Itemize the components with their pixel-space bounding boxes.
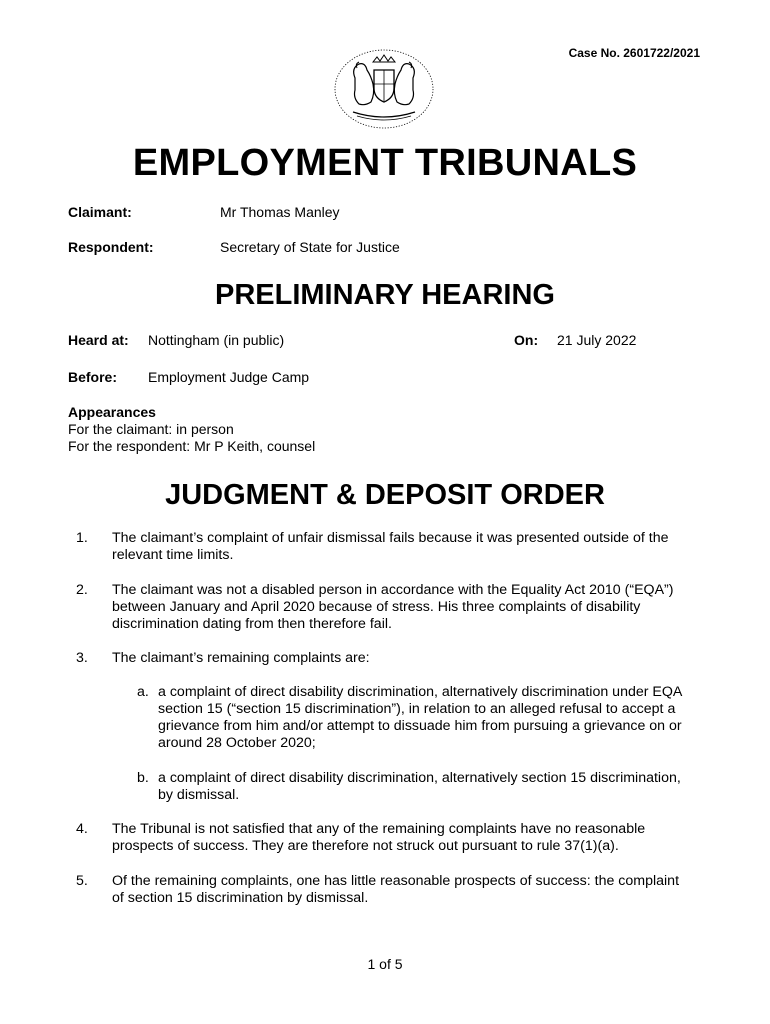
heard-at-value: Nottingham (in public) [148, 332, 285, 348]
page-title: EMPLOYMENT TRIBUNALS [132, 142, 638, 184]
paragraph-2 [68, 582, 698, 633]
claimant-label: Claimant: [68, 204, 132, 220]
appearance-respondent: For the respondent: Mr P Keith, counsel [68, 438, 316, 454]
paragraph-number: 3. [76, 650, 88, 666]
on-value: 21 July 2022 [557, 332, 637, 348]
appearances [68, 404, 315, 455]
appearances-heading: Appearances [68, 404, 156, 420]
paragraph-text: Of the remaining complaints, one has little reasonable prospects of success: the complaint of section 15 discrimination by dismissal. [112, 873, 680, 906]
paragraph-text: The Tribunal is not satisfied that any of the remaining complaints have no reasonable prospects of success. They are therefore not struck out pursuant to rule 37(1)(a). [112, 821, 646, 854]
subparagraph-b [137, 770, 697, 804]
paragraph-1 [68, 530, 698, 564]
subparagraph-a [137, 684, 697, 752]
paragraph-number: 4. [76, 821, 88, 837]
before-label: Before: [68, 369, 118, 385]
page-number: 1 of 5 [367, 956, 403, 972]
heard-at-label: Heard at: [68, 332, 129, 348]
paragraph-number: 1. [76, 530, 88, 546]
paragraph-number: 5. [76, 873, 88, 889]
claimant-name: Mr Thomas Manley [220, 204, 340, 220]
royal-coat-of-arms-icon [333, 48, 435, 130]
judgment-title: JUDGMENT & DEPOSIT ORDER [165, 479, 605, 511]
hearing-title: PRELIMINARY HEARING [215, 279, 555, 311]
paragraph-3 [68, 650, 698, 667]
respondent-name: Secretary of State for Justice [220, 239, 400, 255]
subparagraph-letter: a. [137, 684, 149, 700]
subparagraph-letter: b. [137, 770, 149, 786]
paragraph-4 [68, 821, 698, 855]
paragraph-text: The claimant was not a disabled person in accordance with the Equality Act 2010 (“EQA”) between January and April 2020 because of stress. His three complaints of disability discrimination dating from then therefore fail. [112, 582, 674, 632]
before-value: Employment Judge Camp [148, 369, 310, 385]
subparagraph-text: a complaint of direct disability discrimination, alternatively section 15 discrimination, by dismissal. [158, 770, 681, 803]
respondent-label: Respondent: [68, 239, 154, 255]
subparagraph-text: a complaint of direct disability discrimination, alternatively discrimination under EQA section 15 (“section 15 discrimination”), in relation to an alleged refusal to accept a grievance from him and/or attempt to dissuade him from pursuing a grievance on or around 28 October 2020; [158, 684, 682, 751]
appearance-claimant: For the claimant: in person [68, 421, 234, 437]
case-number: Case No. 2601722/2021 [568, 46, 700, 60]
paragraph-text: The claimant’s complaint of unfair dismissal fails because it was presented outside of the relevant time limits. [112, 530, 669, 563]
paragraph-text: The claimant’s remaining complaints are: [112, 650, 370, 666]
paragraph-5 [68, 873, 698, 907]
paragraph-number: 2. [76, 582, 88, 598]
on-label: On: [514, 332, 539, 348]
